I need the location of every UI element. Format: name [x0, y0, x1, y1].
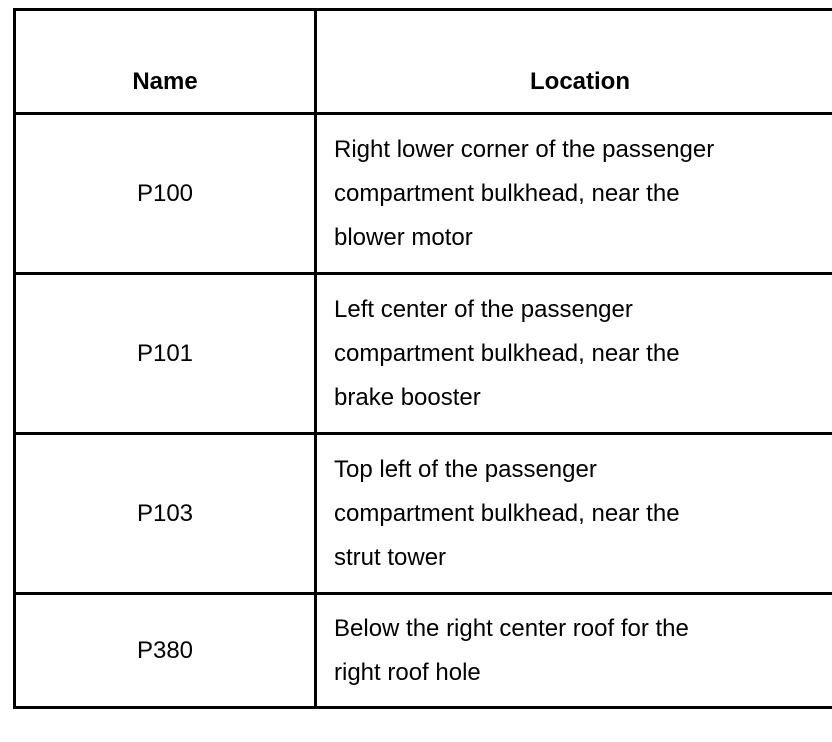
location-line: compartment bulkhead, near the	[334, 499, 680, 527]
location-cell	[316, 114, 832, 274]
connector-name-cell: P380	[15, 594, 316, 708]
table-row	[15, 594, 832, 708]
location-line: compartment bulkhead, near the	[334, 339, 680, 367]
table-row	[15, 274, 832, 434]
name-column-header: Name	[15, 10, 316, 114]
location-line: Right lower corner of the passenger	[334, 135, 715, 163]
table-row	[15, 114, 832, 274]
location-line: Left center of the passenger	[334, 295, 633, 323]
connector-location-table	[13, 8, 832, 709]
header-row	[15, 10, 832, 114]
table-row	[15, 434, 832, 594]
location-line: strut tower	[334, 543, 447, 571]
location-cell	[316, 434, 832, 594]
location-column-header: Location	[316, 10, 832, 114]
location-line: Below the right center roof for the	[334, 614, 689, 642]
connector-name-cell: P101	[15, 274, 316, 434]
location-cell	[316, 274, 832, 434]
location-cell	[316, 594, 832, 708]
location-line: brake booster	[334, 383, 481, 411]
location-line: Top left of the passenger	[334, 455, 597, 483]
connector-name-cell: P103	[15, 434, 316, 594]
location-line: right roof hole	[334, 658, 481, 686]
location-line: blower motor	[334, 223, 473, 251]
connector-name-cell: P100	[15, 114, 316, 274]
location-line: compartment bulkhead, near the	[334, 179, 680, 207]
